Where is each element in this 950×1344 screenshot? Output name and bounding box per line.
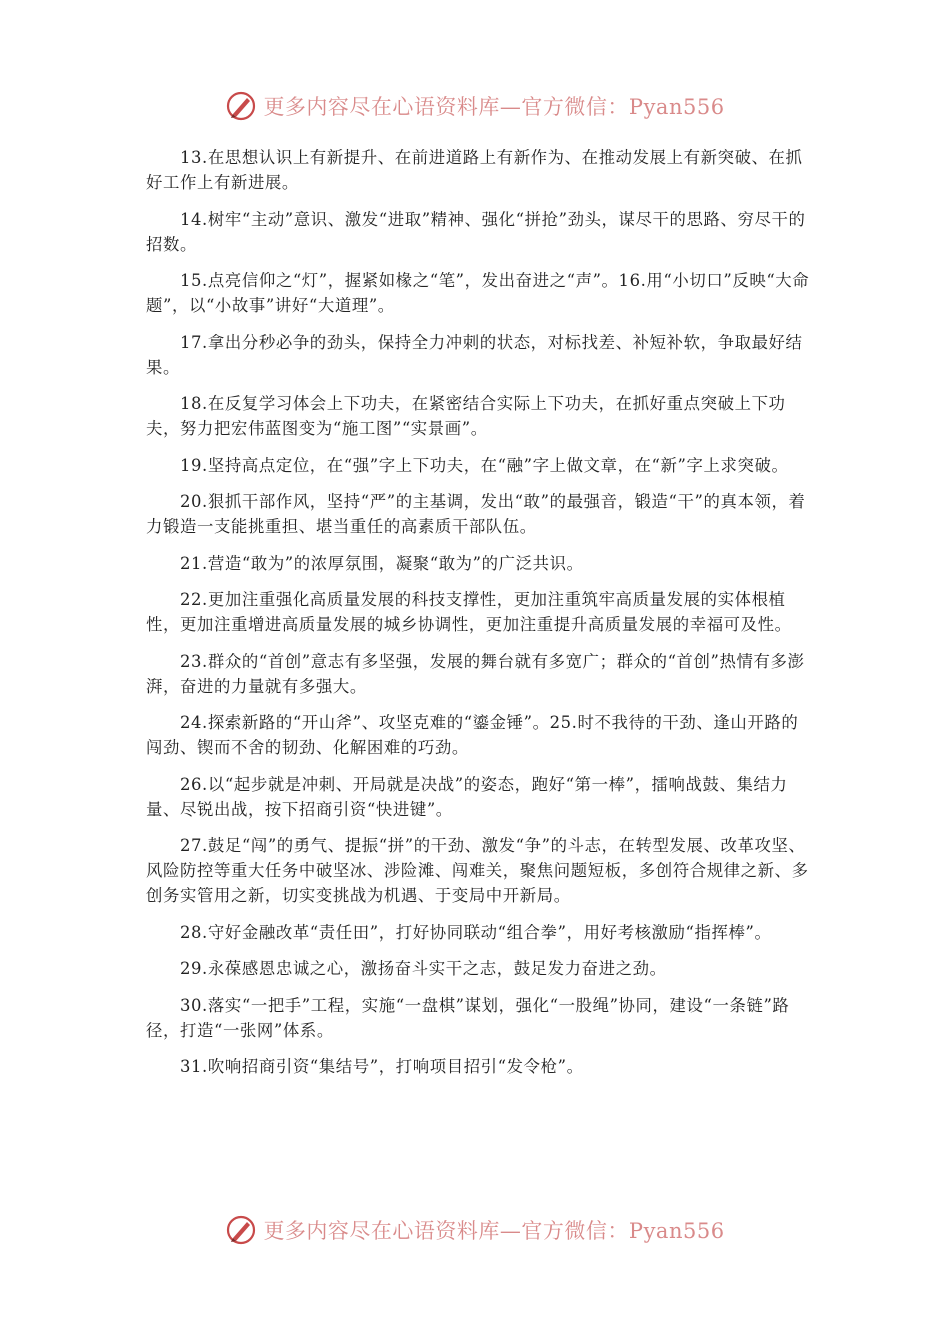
paragraph-18: 18.在反复学习体会上下功夫，在紧密结合实际上下功夫，在抓好重点突破上下功夫，努力把宏伟蓝图变为“施工图”“实景画”。	[146, 394, 786, 438]
paragraph-31: 31.吹响招商引资“集结号”，打响项目招引“发令枪”。	[180, 1057, 584, 1076]
paragraph-27: 27.鼓足“闯”的勇气、提振“拼”的干劲、激发“争”的斗志，在转型发展、改革攻坚、风险防控等重大任务中破坚冰、涉险滩、闯难关，聚焦问题短板，多创符合规律之新、多创务实管用之新，切实变挑战为机遇、于变局中开新局。	[146, 836, 809, 905]
header-watermark-text: 更多内容尽在心语资料库—官方微信：Pyan556	[263, 95, 725, 119]
paragraph-29: 29.永葆感恩忠诚之心，激扬奋斗实干之志，鼓足发力奋进之劲。	[180, 959, 667, 978]
pen-logo-icon	[225, 90, 257, 122]
pen-logo-icon	[225, 1214, 257, 1246]
paragraph-14: 14.树牢“主动”意识、激发“进取”精神、强化“拼抢”劲头，谋尽干的思路、穷尽干的招数。	[146, 209, 806, 254]
paragraph-13: 13.在思想认识上有新提升、在前进道路上有新作为、在推动发展上有新突破、在抓好工作上有新进展。	[146, 148, 803, 192]
header-watermark	[0, 86, 950, 126]
paragraph-17: 17.拿出分秒必争的劲头，保持全力冲刺的状态，对标找差、补短补软，争取最好结果。	[146, 332, 803, 377]
paragraph-28: 28.守好金融改革“责任田”，打好协同联动“组合拳”，用好考核激励“指挥棒”。	[180, 922, 772, 942]
paragraph-19: 19.坚持高点定位，在“强”字上下功夫，在“融”字上做文章，在“新”字上求突破。	[180, 455, 789, 475]
paragraph-21: 21.营造“敢为”的浓厚氛围，凝聚“敢为”的广泛共识。	[180, 553, 584, 573]
paragraph-30: 30.落实“一把手”工程，实施“一盘棋”谋划，强化“一股绳”协同，建设“一条链”路径，打造“一张网”体系。	[146, 995, 790, 1040]
footer-watermark	[0, 1210, 950, 1250]
paragraph-22: 22.更加注重强化高质量发展的科技支撑性，更加注重筑牢高质量发展的实体根植性，更加注重增进高质量发展的城乡协调性，更加注重提升高质量发展的幸福可及性。	[146, 590, 792, 634]
document-body	[146, 145, 810, 1091]
paragraph-15-16: 15.点亮信仰之“灯”，握紧如椽之“笔”，发出奋进之“声”。16.用“小切口”反映“大命题”，以“小故事”讲好“大道理”。	[146, 271, 810, 315]
paragraph-24-25: 24.探索新路的“开山斧”、攻坚克难的“鎏金锤”。25.时不我待的干劲、逢山开路的闯劲、锲而不舍的韧劲、化解困难的巧劲。	[146, 713, 799, 757]
paragraph-26: 26.以“起步就是冲刺、开局就是决战”的姿态，跑好“第一棒”，擂响战鼓、集结力量、尽锐出战，按下招商引资“快进键”。	[146, 774, 788, 819]
paragraph-23: 23.群众的“首创”意志有多坚强，发展的舞台就有多宽广；群众的“首创”热情有多澎湃，奋进的力量就有多强大。	[146, 651, 805, 696]
paragraph-20: 20.狠抓干部作风，坚持“严”的主基调，发出“敢”的最强音，锻造“干”的真本领，着力锻造一支能挑重担、堪当重任的高素质干部队伍。	[146, 492, 806, 536]
footer-watermark-text: 更多内容尽在心语资料库—官方微信：Pyan556	[263, 1219, 725, 1243]
